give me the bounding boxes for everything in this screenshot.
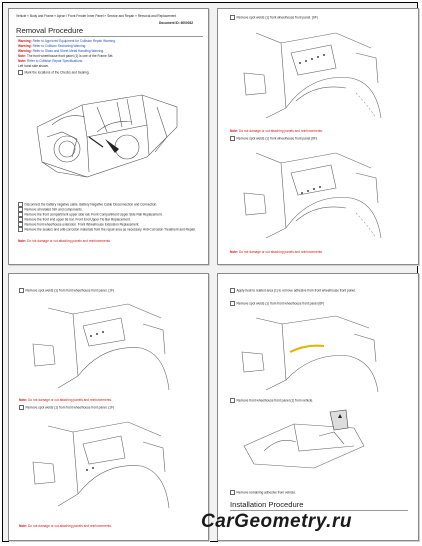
breadcrumb: Vehicle » Body and Frame » Apron / Front Fender Inner Panel » Service and Repair » Removal and Replacement [16,14,177,18]
divider [16,36,203,37]
step-mid: Remove spot welds (1) from front wheelhouse front panel. (1F) [19,405,114,410]
step-3: Remove all related trim and components. [18,207,83,212]
step-2: Disconnect the battery negative cable. Battery Negative Cable Disconnection and Connection. [18,202,157,207]
wheelhouse-illustration [236,23,386,125]
note-mid: Note: Do not damage or cut attaching panels and reinforcements. [230,129,323,133]
step-top: Remove spot welds (1) front wheelhouse front panel. (6F) [230,15,318,20]
warning-3: Warning: Refer to Glass and Sheet Metal Handling Warning. [18,49,105,53]
step-b: Remove spot welds (1) from front wheelhouse front panel (6F) [230,301,324,306]
warning-2: Warning: Refer to Collision Sectioning Warning. [18,44,87,48]
document-page-3 [8,273,209,541]
step-checkbox[interactable] [18,70,23,75]
note-2: Note: Refer to Collision Repair Specifications. [18,59,84,63]
note-end: Note: Do not damage or cut attaching panels and reinforcements. [18,239,111,243]
note-1: Note: The front wheelhouse front panel (1) is one of the Frame Set. [18,54,114,58]
removed-panel [330,410,348,430]
installation-title: Installation Procedure [230,500,304,509]
heat-area-highlight [290,346,324,352]
step-c: Remove front wheelhouse front panel (1) from vehicle. [230,398,313,403]
document-id: Document ID: 6000032 [159,21,194,25]
step-5: Remove the front end upper tie bar. Front End Upper Tie Bar Replacement. [18,217,131,222]
vehicle-body-illustration [27,77,187,189]
wheelhouse-illustration-2 [23,414,173,512]
left-hand-shown: Left hand side shown. [18,64,50,68]
note-end: Note: Do not damage or cut attaching panels and reinforcements. [230,250,323,254]
document-page-1 [8,8,209,265]
warning-1: Warning: Refer to Approved Equipment for Collision Repair Warning. [18,39,116,43]
callout-arrow [105,139,119,153]
step-d: Remove remaining adhesive from vehicle. [230,490,296,495]
panel-removal-illustration [234,406,384,472]
wheelhouse-illustration [234,310,384,394]
page-title: Removal Procedure [16,26,84,35]
step-1: Mark the locations of the Checks and Sealing. [18,70,89,75]
document-page-4 [217,273,419,541]
step-6: Remove front wheelhouse extension. Front Wheelhouse Extension Replacement. [18,222,139,227]
step-top: Remove spot welds (1) from front wheelhouse front panel. (1F) [19,288,114,293]
note-end: Note: Do not damage or cut attaching panels and reinforcements. [19,524,112,528]
step-4: Remove the front compartment upper side rail. Front Compartment Upper Side Rail Replacement. [18,212,163,217]
wheelhouse-illustration [23,296,173,394]
document-page-2 [217,8,419,265]
document-viewer [2,2,418,542]
note-mid: Note: Do not damage or cut attaching panels and reinforcements. [19,398,112,402]
watermark-logo: CarGeometry.ru [201,511,352,532]
wheelhouse-illustration-2 [236,143,386,245]
step-7: Remove the sealers and anti-corrosion materials from the repair area as necessary. Anti-Corrosion Treatment and Repair. [18,227,203,232]
step-a: Apply heat to related area (1) to remove adhesive from front wheelhouse front panel. [230,288,356,293]
step-mid: Remove spot welds (1) front wheelhouse front panel (6F) [230,136,317,141]
